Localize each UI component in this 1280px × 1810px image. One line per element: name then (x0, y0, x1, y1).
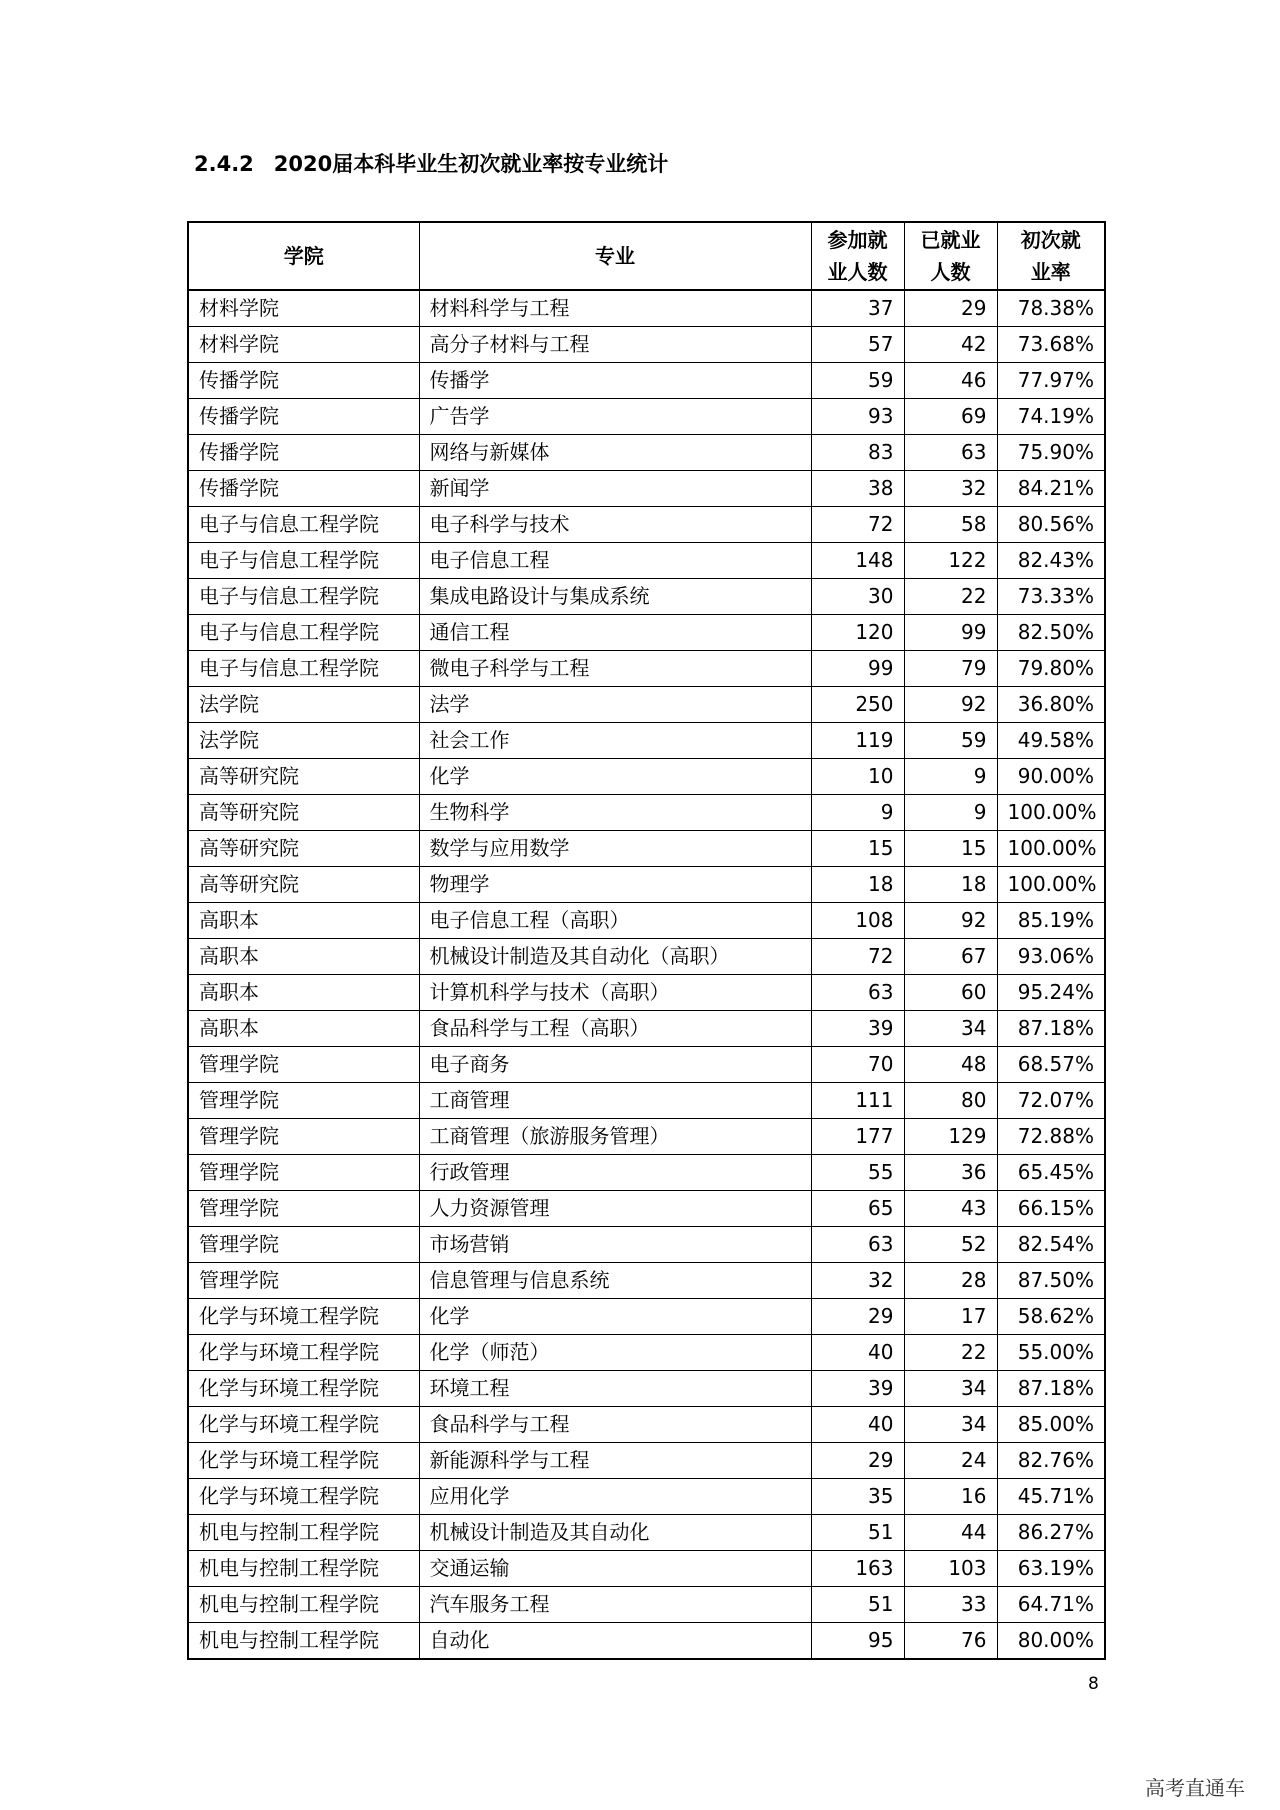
table-row (188, 795, 1105, 831)
table-row (188, 290, 1105, 327)
participants-cell: 63 (811, 975, 904, 1011)
employment-rate-table (187, 221, 1106, 1660)
table-row (188, 975, 1105, 1011)
employed-cell: 48 (904, 1047, 997, 1083)
college-cell: 高职本 (188, 975, 419, 1011)
major-cell: 信息管理与信息系统 (419, 1263, 811, 1299)
major-cell: 物理学 (419, 867, 811, 903)
table-row (188, 1263, 1105, 1299)
header-employed-line2: 人数 (930, 260, 971, 284)
major-cell: 网络与新媒体 (419, 435, 811, 471)
college-cell: 法学院 (188, 687, 419, 723)
table-row (188, 363, 1105, 399)
major-cell: 市场营销 (419, 1227, 811, 1263)
major-cell: 通信工程 (419, 615, 811, 651)
table-row (188, 759, 1105, 795)
rate-cell: 73.68% (997, 327, 1105, 363)
table-row (188, 1479, 1105, 1515)
rate-cell: 82.50% (997, 615, 1105, 651)
college-cell: 高等研究院 (188, 795, 419, 831)
college-cell: 机电与控制工程学院 (188, 1551, 419, 1587)
major-cell: 工商管理（旅游服务管理） (419, 1119, 811, 1155)
college-cell: 化学与环境工程学院 (188, 1407, 419, 1443)
rate-cell: 79.80% (997, 651, 1105, 687)
rate-cell: 58.62% (997, 1299, 1105, 1335)
college-cell: 机电与控制工程学院 (188, 1623, 419, 1660)
participants-cell: 51 (811, 1587, 904, 1623)
college-cell: 管理学院 (188, 1263, 419, 1299)
table-row (188, 327, 1105, 363)
college-cell: 电子与信息工程学院 (188, 507, 419, 543)
major-cell: 化学（师范） (419, 1335, 811, 1371)
rate-cell: 66.15% (997, 1191, 1105, 1227)
participants-cell: 29 (811, 1299, 904, 1335)
participants-cell: 72 (811, 939, 904, 975)
major-cell: 传播学 (419, 363, 811, 399)
employed-cell: 17 (904, 1299, 997, 1335)
college-cell: 管理学院 (188, 1083, 419, 1119)
college-cell: 高职本 (188, 903, 419, 939)
table-row (188, 939, 1105, 975)
participants-cell: 40 (811, 1407, 904, 1443)
rate-cell: 68.57% (997, 1047, 1105, 1083)
participants-cell: 30 (811, 579, 904, 615)
employed-cell: 63 (904, 435, 997, 471)
major-cell: 广告学 (419, 399, 811, 435)
employed-cell: 79 (904, 651, 997, 687)
college-cell: 化学与环境工程学院 (188, 1371, 419, 1407)
employed-cell: 129 (904, 1119, 997, 1155)
participants-cell: 111 (811, 1083, 904, 1119)
table-row (188, 651, 1105, 687)
participants-cell: 57 (811, 327, 904, 363)
header-rate-line1: 初次就 (1020, 228, 1081, 252)
rate-cell: 64.71% (997, 1587, 1105, 1623)
major-cell: 交通运输 (419, 1551, 811, 1587)
participants-cell: 70 (811, 1047, 904, 1083)
college-cell: 高职本 (188, 939, 419, 975)
college-cell: 管理学院 (188, 1191, 419, 1227)
participants-cell: 63 (811, 1227, 904, 1263)
rate-cell: 95.24% (997, 975, 1105, 1011)
table-body (188, 290, 1105, 1659)
rate-cell: 87.18% (997, 1371, 1105, 1407)
major-cell: 环境工程 (419, 1371, 811, 1407)
table-row (188, 687, 1105, 723)
participants-cell: 148 (811, 543, 904, 579)
college-cell: 化学与环境工程学院 (188, 1299, 419, 1335)
participants-cell: 18 (811, 867, 904, 903)
participants-cell: 37 (811, 290, 904, 327)
college-cell: 电子与信息工程学院 (188, 543, 419, 579)
table-row (188, 543, 1105, 579)
college-cell: 管理学院 (188, 1047, 419, 1083)
major-cell: 行政管理 (419, 1155, 811, 1191)
college-cell: 电子与信息工程学院 (188, 615, 419, 651)
employed-cell: 58 (904, 507, 997, 543)
major-cell: 新闻学 (419, 471, 811, 507)
employed-cell: 69 (904, 399, 997, 435)
employed-cell: 29 (904, 290, 997, 327)
rate-cell: 63.19% (997, 1551, 1105, 1587)
employed-cell: 122 (904, 543, 997, 579)
participants-cell: 39 (811, 1371, 904, 1407)
table-row (188, 471, 1105, 507)
employed-cell: 43 (904, 1191, 997, 1227)
table-header-row (188, 222, 1105, 290)
major-cell: 法学 (419, 687, 811, 723)
watermark: 高考直通车 (1145, 1776, 1245, 1800)
table-row (188, 507, 1105, 543)
employed-cell: 28 (904, 1263, 997, 1299)
table-row (188, 1551, 1105, 1587)
rate-cell: 82.54% (997, 1227, 1105, 1263)
college-cell: 高等研究院 (188, 759, 419, 795)
section-heading (194, 148, 668, 178)
header-major: 专业 (419, 222, 811, 290)
employed-cell: 16 (904, 1479, 997, 1515)
table-row (188, 903, 1105, 939)
table-row (188, 1191, 1105, 1227)
employed-cell: 103 (904, 1551, 997, 1587)
major-cell: 社会工作 (419, 723, 811, 759)
employed-cell: 18 (904, 867, 997, 903)
major-cell: 材料科学与工程 (419, 290, 811, 327)
table-row (188, 1587, 1105, 1623)
major-cell: 机械设计制造及其自动化 (419, 1515, 811, 1551)
college-cell: 电子与信息工程学院 (188, 651, 419, 687)
college-cell: 化学与环境工程学院 (188, 1479, 419, 1515)
table-row (188, 1119, 1105, 1155)
participants-cell: 10 (811, 759, 904, 795)
employed-cell: 22 (904, 579, 997, 615)
major-cell: 电子信息工程 (419, 543, 811, 579)
college-cell: 管理学院 (188, 1227, 419, 1263)
section-title: 2020届本科毕业生初次就业率按专业统计 (273, 152, 669, 176)
participants-cell: 83 (811, 435, 904, 471)
rate-cell: 36.80% (997, 687, 1105, 723)
college-cell: 管理学院 (188, 1119, 419, 1155)
table-row (188, 831, 1105, 867)
participants-cell: 9 (811, 795, 904, 831)
page-number: 8 (1088, 1674, 1099, 1694)
employed-cell: 9 (904, 759, 997, 795)
major-cell: 高分子材料与工程 (419, 327, 811, 363)
rate-cell: 82.76% (997, 1443, 1105, 1479)
employed-cell: 22 (904, 1335, 997, 1371)
table-row (188, 1047, 1105, 1083)
rate-cell: 93.06% (997, 939, 1105, 975)
major-cell: 电子科学与技术 (419, 507, 811, 543)
participants-cell: 51 (811, 1515, 904, 1551)
employed-cell: 34 (904, 1371, 997, 1407)
participants-cell: 177 (811, 1119, 904, 1155)
major-cell: 化学 (419, 1299, 811, 1335)
employed-cell: 32 (904, 471, 997, 507)
table-row (188, 435, 1105, 471)
participants-cell: 38 (811, 471, 904, 507)
rate-cell: 100.00% (997, 867, 1105, 903)
section-number: 2.4.2 (194, 152, 254, 176)
major-cell: 食品科学与工程（高职） (419, 1011, 811, 1047)
major-cell: 数学与应用数学 (419, 831, 811, 867)
college-cell: 电子与信息工程学院 (188, 579, 419, 615)
rate-cell: 82.43% (997, 543, 1105, 579)
participants-cell: 250 (811, 687, 904, 723)
major-cell: 工商管理 (419, 1083, 811, 1119)
participants-cell: 35 (811, 1479, 904, 1515)
rate-cell: 86.27% (997, 1515, 1105, 1551)
employed-cell: 92 (904, 903, 997, 939)
rate-cell: 87.50% (997, 1263, 1105, 1299)
rate-cell: 77.97% (997, 363, 1105, 399)
table-row (188, 1407, 1105, 1443)
rate-cell: 55.00% (997, 1335, 1105, 1371)
employed-cell: 76 (904, 1623, 997, 1660)
major-cell: 集成电路设计与集成系统 (419, 579, 811, 615)
employed-cell: 59 (904, 723, 997, 759)
college-cell: 管理学院 (188, 1155, 419, 1191)
table-row (188, 1443, 1105, 1479)
participants-cell: 59 (811, 363, 904, 399)
header-employed-line1: 已就业 (920, 228, 981, 252)
rate-cell: 75.90% (997, 435, 1105, 471)
table-row (188, 1623, 1105, 1660)
header-employed (904, 222, 997, 290)
rate-cell: 85.00% (997, 1407, 1105, 1443)
employed-cell: 52 (904, 1227, 997, 1263)
college-cell: 传播学院 (188, 399, 419, 435)
header-college: 学院 (188, 222, 419, 290)
participants-cell: 93 (811, 399, 904, 435)
major-cell: 微电子科学与工程 (419, 651, 811, 687)
participants-cell: 163 (811, 1551, 904, 1587)
college-cell: 材料学院 (188, 290, 419, 327)
employed-cell: 67 (904, 939, 997, 975)
header-rate (997, 222, 1105, 290)
participants-cell: 99 (811, 651, 904, 687)
college-cell: 传播学院 (188, 363, 419, 399)
employed-cell: 36 (904, 1155, 997, 1191)
major-cell: 计算机科学与技术（高职） (419, 975, 811, 1011)
major-cell: 汽车服务工程 (419, 1587, 811, 1623)
college-cell: 化学与环境工程学院 (188, 1443, 419, 1479)
rate-cell: 100.00% (997, 831, 1105, 867)
employed-cell: 42 (904, 327, 997, 363)
major-cell: 机械设计制造及其自动化（高职） (419, 939, 811, 975)
employed-cell: 24 (904, 1443, 997, 1479)
table-row (188, 1227, 1105, 1263)
employed-cell: 60 (904, 975, 997, 1011)
college-cell: 高职本 (188, 1011, 419, 1047)
participants-cell: 108 (811, 903, 904, 939)
table-row (188, 1083, 1105, 1119)
college-cell: 机电与控制工程学院 (188, 1587, 419, 1623)
table-row (188, 399, 1105, 435)
rate-cell: 90.00% (997, 759, 1105, 795)
major-cell: 食品科学与工程 (419, 1407, 811, 1443)
table-row (188, 723, 1105, 759)
employed-cell: 9 (904, 795, 997, 831)
major-cell: 新能源科学与工程 (419, 1443, 811, 1479)
participants-cell: 32 (811, 1263, 904, 1299)
participants-cell: 72 (811, 507, 904, 543)
major-cell: 自动化 (419, 1623, 811, 1660)
college-cell: 传播学院 (188, 435, 419, 471)
rate-cell: 72.07% (997, 1083, 1105, 1119)
rate-cell: 100.00% (997, 795, 1105, 831)
employed-cell: 92 (904, 687, 997, 723)
rate-cell: 65.45% (997, 1155, 1105, 1191)
major-cell: 应用化学 (419, 1479, 811, 1515)
participants-cell: 95 (811, 1623, 904, 1660)
employed-cell: 99 (904, 615, 997, 651)
table-row (188, 579, 1105, 615)
rate-cell: 87.18% (997, 1011, 1105, 1047)
table-row (188, 1155, 1105, 1191)
employed-cell: 34 (904, 1407, 997, 1443)
rate-cell: 80.56% (997, 507, 1105, 543)
participants-cell: 40 (811, 1335, 904, 1371)
rate-cell: 78.38% (997, 290, 1105, 327)
participants-cell: 39 (811, 1011, 904, 1047)
rate-cell: 73.33% (997, 579, 1105, 615)
participants-cell: 15 (811, 831, 904, 867)
college-cell: 传播学院 (188, 471, 419, 507)
header-participants (811, 222, 904, 290)
employed-cell: 46 (904, 363, 997, 399)
college-cell: 高等研究院 (188, 867, 419, 903)
header-rate-line2: 业率 (1030, 260, 1071, 284)
table-row (188, 615, 1105, 651)
major-cell: 化学 (419, 759, 811, 795)
employed-cell: 80 (904, 1083, 997, 1119)
employed-cell: 44 (904, 1515, 997, 1551)
rate-cell: 80.00% (997, 1623, 1105, 1660)
participants-cell: 120 (811, 615, 904, 651)
college-cell: 机电与控制工程学院 (188, 1515, 419, 1551)
header-participants-line2: 业人数 (827, 260, 888, 284)
participants-cell: 119 (811, 723, 904, 759)
table-row (188, 867, 1105, 903)
rate-cell: 72.88% (997, 1119, 1105, 1155)
rate-cell: 85.19% (997, 903, 1105, 939)
table-row (188, 1515, 1105, 1551)
table-row (188, 1299, 1105, 1335)
table-row (188, 1335, 1105, 1371)
header-participants-line1: 参加就 (827, 228, 888, 252)
participants-cell: 55 (811, 1155, 904, 1191)
major-cell: 人力资源管理 (419, 1191, 811, 1227)
rate-cell: 49.58% (997, 723, 1105, 759)
employed-cell: 34 (904, 1011, 997, 1047)
table-row (188, 1371, 1105, 1407)
college-cell: 法学院 (188, 723, 419, 759)
employed-cell: 15 (904, 831, 997, 867)
college-cell: 高等研究院 (188, 831, 419, 867)
rate-cell: 84.21% (997, 471, 1105, 507)
college-cell: 化学与环境工程学院 (188, 1335, 419, 1371)
college-cell: 材料学院 (188, 327, 419, 363)
major-cell: 电子商务 (419, 1047, 811, 1083)
participants-cell: 65 (811, 1191, 904, 1227)
participants-cell: 29 (811, 1443, 904, 1479)
rate-cell: 74.19% (997, 399, 1105, 435)
major-cell: 电子信息工程（高职） (419, 903, 811, 939)
rate-cell: 45.71% (997, 1479, 1105, 1515)
major-cell: 生物科学 (419, 795, 811, 831)
table-row (188, 1011, 1105, 1047)
employed-cell: 33 (904, 1587, 997, 1623)
